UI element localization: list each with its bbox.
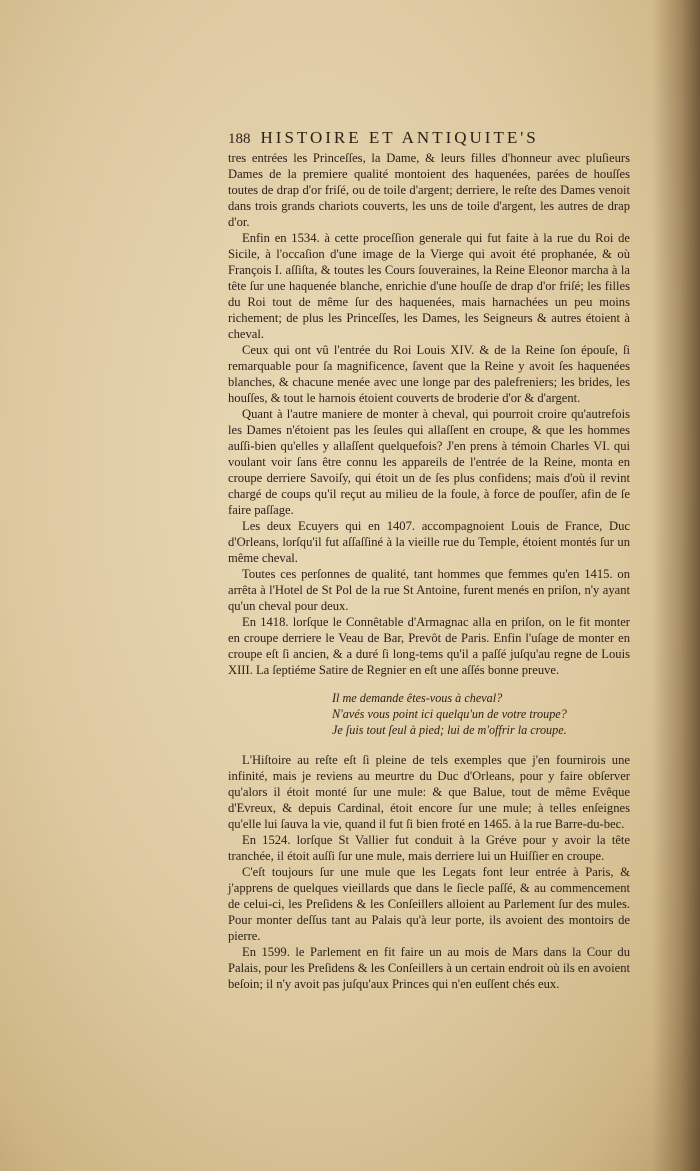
verse-line: Je ſuis tout ſeul à pied; lui de m'offrir la croupe. [332, 723, 567, 737]
body-text [228, 150, 630, 992]
page-number: 188 [228, 131, 251, 147]
page-header [228, 128, 648, 149]
verse-line: N'avés vous point ici quelqu'un de votre troupe? [332, 707, 567, 721]
paragraph: C'eſt toujours ſur une mule que les Legats font leur entrée à Paris, & j'apprens de quelques vieillards que dans le ſiecle paſſé, & au commencement de celui-ci, les Preſidens & les Conſeillers alloient au Parlement ſur des mules. Pour monter deſſus tant au Palais qu'à leur porte, ils avoient des montoirs de pierre. [228, 865, 630, 943]
paragraph: L'Hiſtoire au reſte eſt ſi pleine de tels exemples que j'en fournirois une infinité, mais je reviens au meurtre du Duc d'Orleans, pour y faire obſerver qu'alors il étoit monté ſur une mule: & que Balue, tout de même Evêque d'Evreux, & depuis Cardinal, étoit encore ſur une mule; à telles enſeignes qu'elle lui ſauva la vie, quand il fut ſi bien froté en 1465. à la rue Barre-du-bec. [228, 753, 630, 831]
page-spine-shadow [652, 0, 700, 1171]
paragraph: Ceux qui ont vû l'entrée du Roi Louis XIV. & de la Reine ſon épouſe, ſi remarquable pour ſa magnificence, ſavent que la Reine y avoit ſes haquenées blanches, & chacune menée avec une longe par des palefreniers; les brides, les houſſes, & tout le harnois étoient couverts de broderie d'or & d'argent. [228, 343, 630, 405]
paragraph: En 1524. lorſque St Vallier fut conduit à la Gréve pour y avoir la tête tranchée, il étoit auſſi ſur une mule, mais derriere lui un Huiſſier en croupe. [228, 833, 630, 863]
paragraph: En 1418. lorſque le Connêtable d'Armagnac alla en priſon, on le fit monter en croupe derriere le Veau de Bar, Prevôt de Paris. Enfin l'uſage de monter en croupe eſt ſi ancien, & a duré ſi long-tems qu'il a paſſé juſqu'au regne de Louis XIII. La ſeptiéme Satire de Regnier en eſt une aſſés bonne preuve. [228, 615, 630, 677]
verse-line: Il me demande êtes-vous à cheval? [332, 691, 503, 705]
paragraph: Enfin en 1534. à cette proceſſion generale qui fut faite à la rue du Roi de Sicile, à l'occaſion d'une image de la Vierge qui avoit été prophanée, & où François I. aſſiſta, & toutes les Cours ſouveraines, la Reine Eleonor marcha à la tête ſur une haquenée blanche, enrichie d'une houſſe de drap d'or friſé; les filles du Roi tout de même ſur des haquenées, mais harnachées un peu moins richement; de plus les Princeſſes, les Dames, les Seigneurs & autres étoient à cheval. [228, 231, 630, 341]
paragraph: En 1599. le Parlement en fit faire un au mois de Mars dans la Cour du Palais, pour les Preſidens & les Conſeillers à un certain endroit où ils en avoient beſoin; il n'y avoit pas juſqu'aux Princes qui n'en euſſent chés eux. [228, 945, 630, 991]
paragraph: Toutes ces perſonnes de qualité, tant hommes que femmes qu'en 1415. on arrêta à l'Hotel de St Pol de la rue St Antoine, furent menés en priſon, n'y ayant qu'un cheval pour deux. [228, 567, 630, 613]
paragraph: Les deux Ecuyers qui en 1407. accompagnoient Louis de France, Duc d'Orleans, lorſqu'il fut aſſaſſiné à la vieille rue du Temple, étoient montés ſur un même cheval. [228, 519, 630, 565]
running-title: HISTOIRE ET ANTIQUITE'S [260, 128, 539, 147]
verse-quotation [332, 690, 630, 738]
paragraph: tres entrées les Princeſſes, la Dame, & leurs filles d'honneur avec pluſieurs Dames de la premiere qualité montoient des haquenées, parées de houſſes toutes de drap d'or friſé, ou de toile d'argent; derriere, le reſte des Dames venoit dans trois grands chariots couverts, les uns de toile d'argent, les autres de drap d'or. [228, 151, 630, 229]
paragraph: Quant à l'autre maniere de monter à cheval, qui pourroit croire qu'autrefois les Dames n'étoient pas les ſeules qui allaſſent en croupe, & que les hommes auſſi-bien qu'elles y allaſſent quelquefois? J'en prens à témoin Charles VI. qui voulant voir ſans être connu les appareils de l'entrée de la Reine, monta en croupe derriere Savoiſy, qui étoit un de ſes plus confidens; mais d'où il revint chargé de coups qu'il reçut au milieu de la foule, à force de pouſſer, afin de ſe faire paſſage. [228, 407, 630, 517]
